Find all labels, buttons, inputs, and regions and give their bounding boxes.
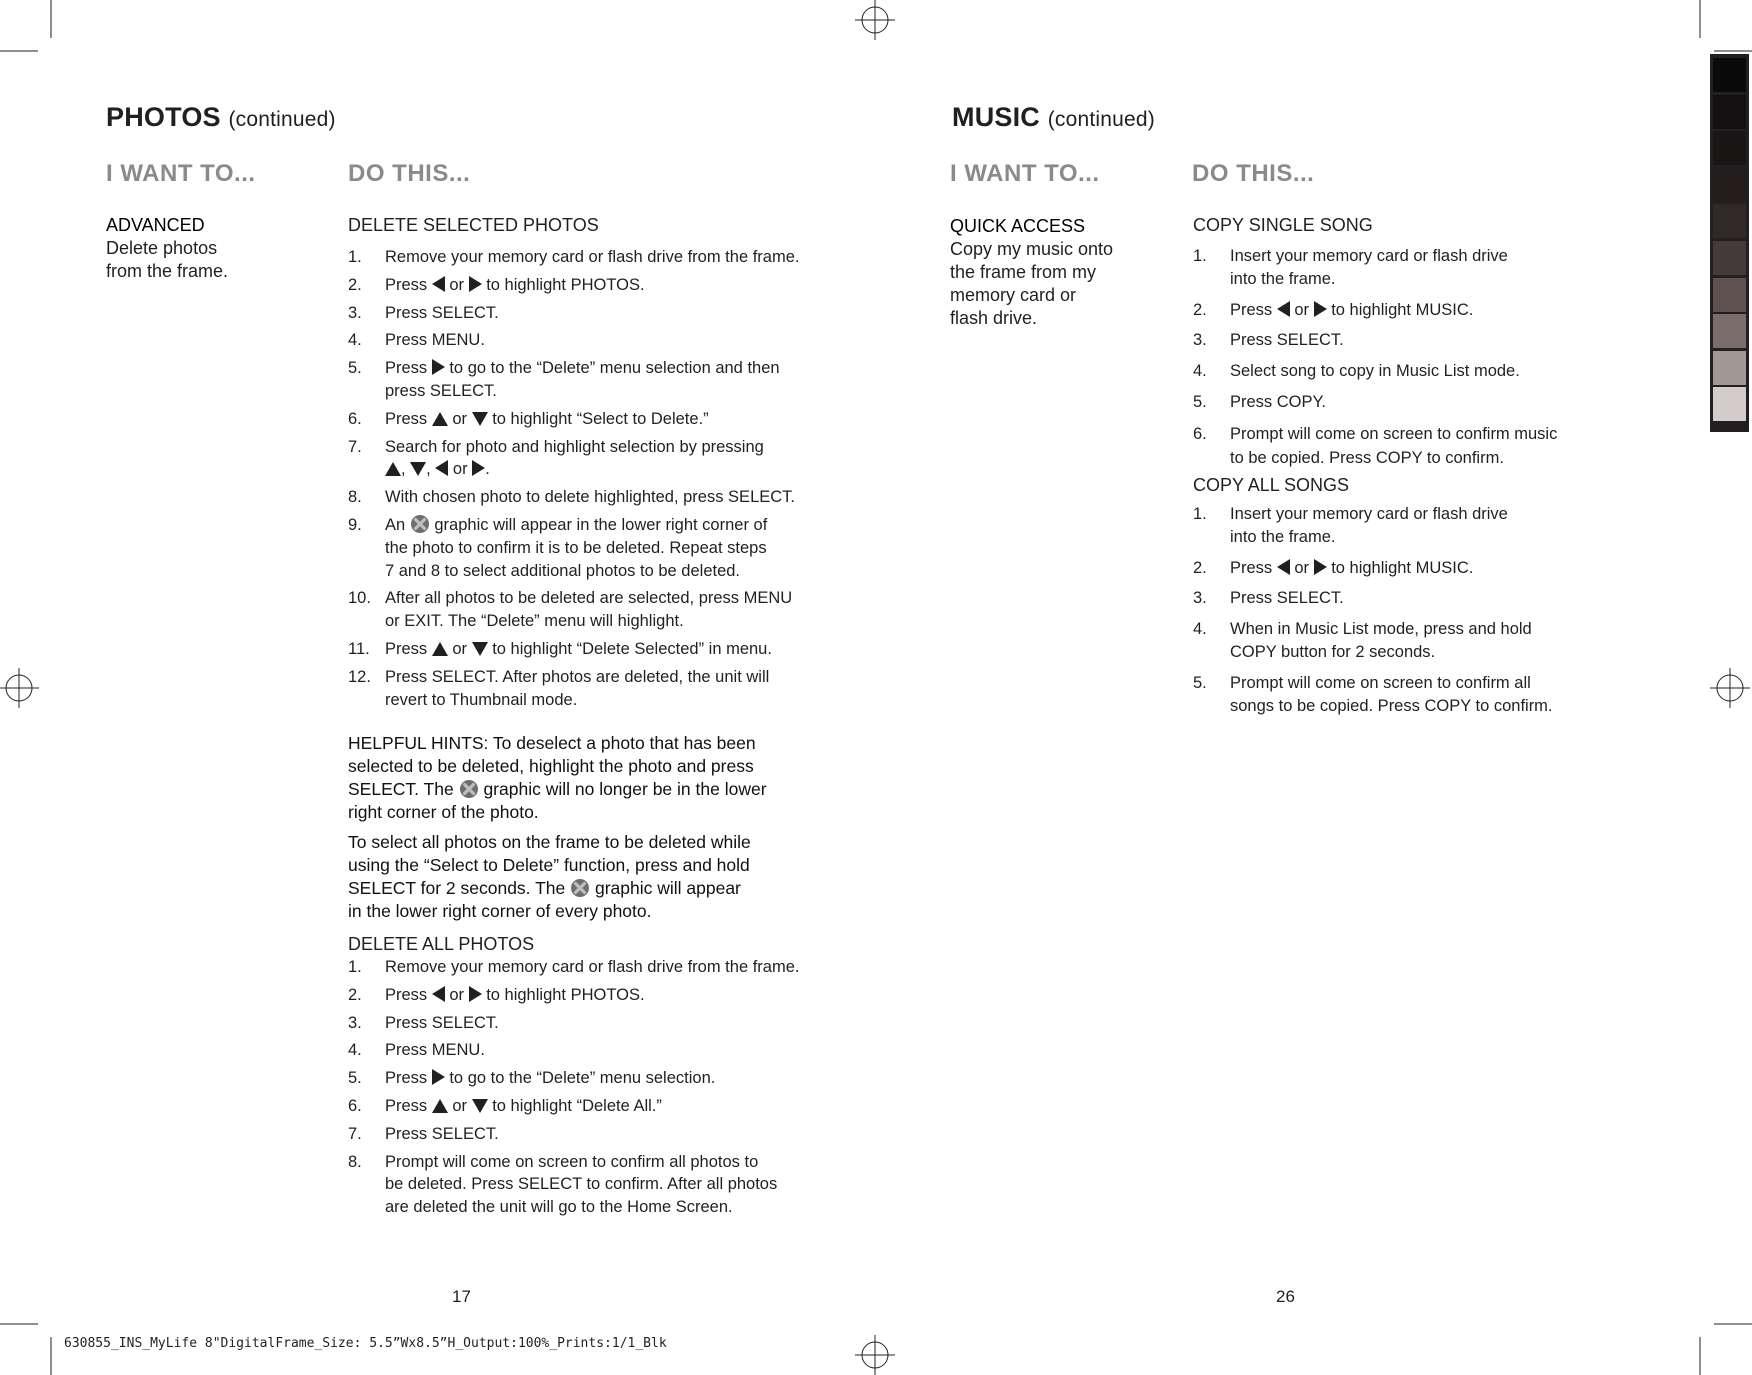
step-item: 12. Press SELECT. After photos are deleted, the unit will revert to Thumbnail mode. bbox=[348, 667, 770, 709]
delete-selected-heading: DELETE SELECTED PHOTOS bbox=[348, 215, 599, 235]
page-title-music: MUSIC (continued) bbox=[952, 102, 1155, 132]
down-arrow-icon bbox=[472, 642, 488, 656]
delete-x-icon bbox=[459, 779, 479, 799]
column-heading-do: DO THIS... bbox=[1192, 160, 1315, 187]
step-item: 1. Remove your memory card or flash drive from the frame. bbox=[348, 248, 800, 266]
topic-desc-line: the frame from my bbox=[950, 262, 1097, 282]
step-item: 5. Press to go to the “Delete” menu selection and then press SELECT. bbox=[348, 359, 780, 400]
delete-all-steps bbox=[348, 956, 818, 1219]
step-item: 3. Press SELECT. bbox=[348, 1013, 499, 1032]
copy-all-steps bbox=[1193, 503, 1613, 717]
left-arrow-icon bbox=[435, 460, 448, 476]
copy-single-steps bbox=[1193, 245, 1613, 470]
step-item: 10. After all photos to be deleted are selected, press MENU or EXIT. The “Delete” menu will highlight. bbox=[348, 589, 793, 631]
left-arrow-icon bbox=[432, 276, 445, 292]
step-item: 4. When in Music List mode, press and hold COPY button for 2 seconds. bbox=[1193, 620, 1532, 661]
topic-title: QUICK ACCESS bbox=[950, 216, 1086, 236]
page-title-photos: PHOTOS (continued) bbox=[106, 102, 336, 132]
column-heading-want: I WANT TO... bbox=[106, 160, 256, 187]
step-item: 2. Press or to highlight MUSIC. bbox=[1193, 300, 1474, 319]
topic-advanced bbox=[106, 214, 326, 283]
up-arrow-icon bbox=[385, 462, 401, 476]
left-arrow-icon bbox=[432, 986, 445, 1002]
step-item: 5. Press to go to the “Delete” menu selection. bbox=[348, 1069, 716, 1088]
step-item: 6. Press or to highlight “Select to Delete.” bbox=[348, 409, 709, 428]
color-swatch bbox=[1713, 351, 1746, 385]
page-number-left: 17 bbox=[452, 1287, 471, 1306]
column-heading-want: I WANT TO... bbox=[950, 160, 1100, 187]
color-swatch bbox=[1713, 314, 1746, 348]
step-item: 6. Press or to highlight “Delete All.” bbox=[348, 1096, 662, 1115]
registration-mark-bottom bbox=[855, 1335, 895, 1375]
delete-selected-steps bbox=[348, 246, 818, 711]
step-item: 2. Press or to highlight PHOTOS. bbox=[348, 985, 645, 1004]
topic-desc-line: memory card or bbox=[950, 285, 1077, 305]
step-item: 5. Press COPY. bbox=[1193, 392, 1326, 411]
step-item: 5. Prompt will come on screen to confirm all songs to be copied. Press COPY to confirm. bbox=[1193, 673, 1553, 715]
down-arrow-icon bbox=[410, 462, 426, 476]
right-arrow-icon bbox=[432, 359, 445, 375]
color-swatch bbox=[1713, 241, 1746, 275]
up-arrow-icon bbox=[432, 1099, 448, 1113]
step-item: 8. Prompt will come on screen to confirm all photos to be deleted. Press SELECT to confirm. After all photos are deleted the unit will go to the Home Screen. bbox=[348, 1152, 778, 1217]
color-swatch bbox=[1713, 131, 1746, 165]
copy-all-heading: COPY ALL SONGS bbox=[1193, 475, 1350, 495]
down-arrow-icon bbox=[472, 1099, 488, 1113]
step-item: 7. Search for photo and highlight selection by pressing , , or . bbox=[348, 437, 764, 479]
step-item: 1. Insert your memory card or flash drive into the frame. bbox=[1193, 505, 1508, 546]
copy-single-heading: COPY SINGLE SONG bbox=[1193, 215, 1373, 235]
helpful-hints-deselect: HELPFUL HINTS: To deselect a photo that has been selected to be deleted, highlight the photo and press SELECT. The graphic will no longer be in the lower right corner of the photo. bbox=[348, 733, 767, 822]
step-item: 1. Remove your memory card or flash drive from the frame. bbox=[348, 958, 800, 976]
left-arrow-icon bbox=[1277, 301, 1290, 317]
step-item: 1. Insert your memory card or flash drive into the frame. bbox=[1193, 247, 1508, 288]
color-swatch bbox=[1713, 58, 1746, 92]
delete-x-icon bbox=[570, 878, 590, 898]
topic-desc-line: from the frame. bbox=[106, 261, 229, 281]
step-item: 8. With chosen photo to delete highlighted, press SELECT. bbox=[348, 488, 795, 507]
column-heading-do: DO THIS... bbox=[348, 160, 471, 187]
right-arrow-icon bbox=[469, 986, 482, 1002]
step-item: 3. Press SELECT. bbox=[1193, 331, 1344, 350]
step-item: 4. Press MENU. bbox=[348, 331, 485, 350]
color-swatch bbox=[1713, 278, 1746, 312]
right-arrow-icon bbox=[472, 460, 485, 476]
step-item: 2. Press or to highlight MUSIC. bbox=[1193, 558, 1474, 577]
step-item: 4. Press MENU. bbox=[348, 1041, 485, 1060]
registration-mark-right bbox=[1710, 668, 1750, 708]
delete-x-icon bbox=[410, 514, 430, 534]
registration-mark-left bbox=[0, 668, 39, 708]
step-item: 6. Prompt will come on screen to confirm music to be copied. Press COPY to confirm. bbox=[1193, 424, 1558, 467]
step-item: 2. Press or to highlight PHOTOS. bbox=[348, 275, 645, 294]
topic-title: ADVANCED bbox=[106, 215, 205, 235]
registration-mark-top bbox=[855, 0, 895, 40]
right-arrow-icon bbox=[432, 1069, 445, 1085]
up-arrow-icon bbox=[432, 642, 448, 656]
step-item: 3. Press SELECT. bbox=[348, 303, 499, 322]
right-arrow-icon bbox=[1314, 301, 1327, 317]
step-item: 11. Press or to highlight “Delete Selected” in menu. bbox=[348, 639, 772, 658]
step-item: 9. An graphic will appear in the lower right corner of the photo to confirm it is to be deleted. Repeat steps 7 and 8 to select additional photos to be deleted. bbox=[348, 515, 768, 580]
color-swatch bbox=[1713, 168, 1746, 202]
topic-desc-line: flash drive. bbox=[950, 308, 1038, 328]
color-swatch bbox=[1713, 387, 1746, 421]
topic-quick-access bbox=[950, 215, 1170, 330]
topic-desc-line: Delete photos bbox=[106, 238, 218, 258]
left-arrow-icon bbox=[1277, 559, 1290, 575]
page-number-right: 26 bbox=[1276, 1287, 1295, 1306]
footer-slug: 630855_INS_MyLife 8"DigitalFrame_Size: 5.5”Wx8.5”H_Output:100%_Prints:1/1_Blk bbox=[64, 1336, 667, 1351]
color-swatch bbox=[1713, 204, 1746, 238]
color-swatch bbox=[1713, 95, 1746, 129]
right-arrow-icon bbox=[469, 276, 482, 292]
step-item: 3. Press SELECT. bbox=[1193, 589, 1344, 608]
delete-all-heading: DELETE ALL PHOTOS bbox=[348, 934, 535, 954]
helpful-hints-select-all: To select all photos on the frame to be deleted while using the “Select to Delete” function, press and hold SELECT for 2 seconds. The graphic will appear in the lower right corner of every photo. bbox=[348, 832, 751, 921]
step-item: 4. Select song to copy in Music List mode. bbox=[1193, 362, 1520, 381]
up-arrow-icon bbox=[432, 412, 448, 426]
step-item: 7. Press SELECT. bbox=[348, 1124, 499, 1143]
down-arrow-icon bbox=[472, 412, 488, 426]
topic-desc-line: Copy my music onto bbox=[950, 239, 1114, 259]
right-arrow-icon bbox=[1314, 559, 1327, 575]
